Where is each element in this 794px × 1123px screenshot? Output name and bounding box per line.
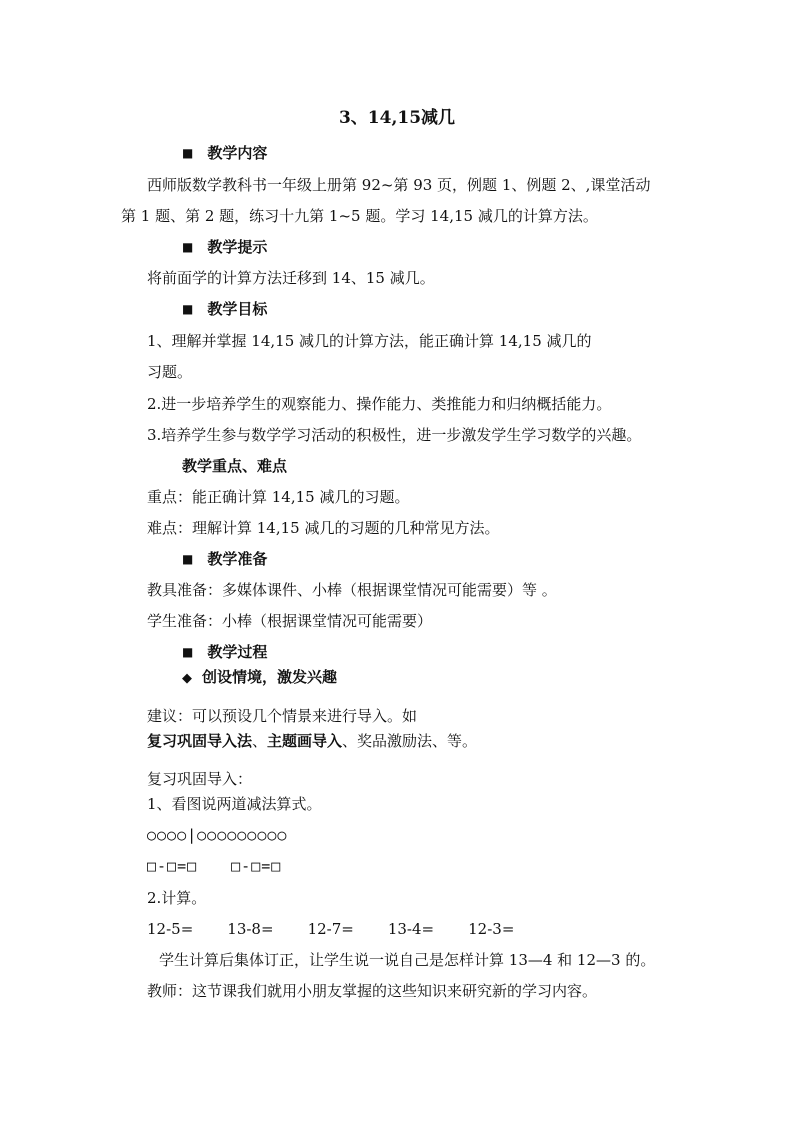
goals-line-3: 2.进一步培养学生的观察能力、操作能力、类推能力和归纳概括能力。 <box>147 395 612 413</box>
section-heading-key: 教学重点、难点 <box>182 457 288 475</box>
method-review: 复习巩固导入法 <box>147 732 253 750</box>
page-title: 3、14,15减几 <box>338 108 456 128</box>
goals-line-1: 1、理解并掌握 14,15 减几的计算方法，能正确计算 14,15 减几的 <box>147 332 592 350</box>
goals-line-2: 习题。 <box>147 363 193 381</box>
method-rest: 、奖品激励法、等。 <box>342 732 478 750</box>
square-bullet-icon: ■ <box>182 552 194 566</box>
prep-line-1: 教具准备：多媒体课件、小棒（根据课堂情况可能需要）等 。 <box>147 581 557 599</box>
key-line-1: 重点：能正确计算 14,15 减几的习题。 <box>147 488 410 506</box>
suggest-line: 建议：可以预设几个情景来进行导入。如 <box>147 707 418 725</box>
exercise-item: 13-8= <box>227 920 274 938</box>
content-line-1: 西师版数学教科书一年级上册第 92~第 93 页，例题 1、例题 2、,课堂活动 <box>147 176 651 194</box>
process-subheading <box>182 667 337 689</box>
section-heading-content <box>182 143 267 163</box>
after-calc-line: 学生计算后集体订正，让学生说一说自己是怎样计算 13—4 和 12—3 的。 <box>159 951 656 969</box>
exercise-item: 12-3= <box>468 920 515 938</box>
circles-figure: ○○○○|○○○○○○○○○ <box>147 826 288 844</box>
exercise-row <box>147 919 514 939</box>
square-bullet-icon: ■ <box>182 645 194 659</box>
section-heading-hint <box>182 237 267 257</box>
square-bullet-icon: ■ <box>182 302 194 316</box>
exercise-item: 13-4= <box>387 920 435 938</box>
task-1: 1、看图说两道减法算式。 <box>147 795 322 813</box>
subheading-text: 创设情境，激发兴趣 <box>202 668 338 686</box>
exercise-item: 12-7= <box>307 920 354 938</box>
heading-text: 教学准备 <box>207 550 268 568</box>
box-equation-2: □-□=□ <box>231 857 282 875</box>
diamond-bullet-icon: ◆ <box>182 671 192 686</box>
teacher-line: 教师：这节课我们就用小朋友掌握的这些知识来研究新的学习内容。 <box>147 982 598 1000</box>
heading-text: 教学目标 <box>207 300 268 318</box>
square-bullet-icon: ■ <box>182 146 194 160</box>
section-heading-process <box>182 642 267 662</box>
box-equations <box>147 856 281 876</box>
heading-text: 教学过程 <box>207 643 268 661</box>
method-separator: 、 <box>252 732 268 750</box>
key-line-2: 难点：理解计算 14,15 减几的习题的几种常见方法。 <box>147 519 500 537</box>
section-heading-prep <box>182 549 267 569</box>
heading-text: 教学提示 <box>207 238 268 256</box>
prep-line-2: 学生准备：小棒（根据课堂情况可能需要） <box>147 612 433 630</box>
method-theme: 主题画导入 <box>267 732 343 750</box>
square-bullet-icon: ■ <box>182 240 194 254</box>
methods-line <box>147 731 477 751</box>
box-equation-1: □-□=□ <box>147 857 198 875</box>
hint-line-1: 将前面学的计算方法迁移到 14、15 减几。 <box>147 269 435 287</box>
content-line-2: 第 1 题、第 2 题，练习十九第 1~5 题。学习 14,15 减几的计算方法。 <box>121 207 598 225</box>
review-title: 复习巩固导入： <box>147 770 253 788</box>
exercise-item: 12-5= <box>147 920 194 938</box>
heading-text: 教学内容 <box>207 144 268 162</box>
section-heading-goals <box>182 299 267 319</box>
goals-line-4: 3.培养学生参与数学学习活动的积极性，进一步激发学生学习数学的兴趣。 <box>147 426 642 444</box>
task-2: 2.计算。 <box>147 889 207 907</box>
